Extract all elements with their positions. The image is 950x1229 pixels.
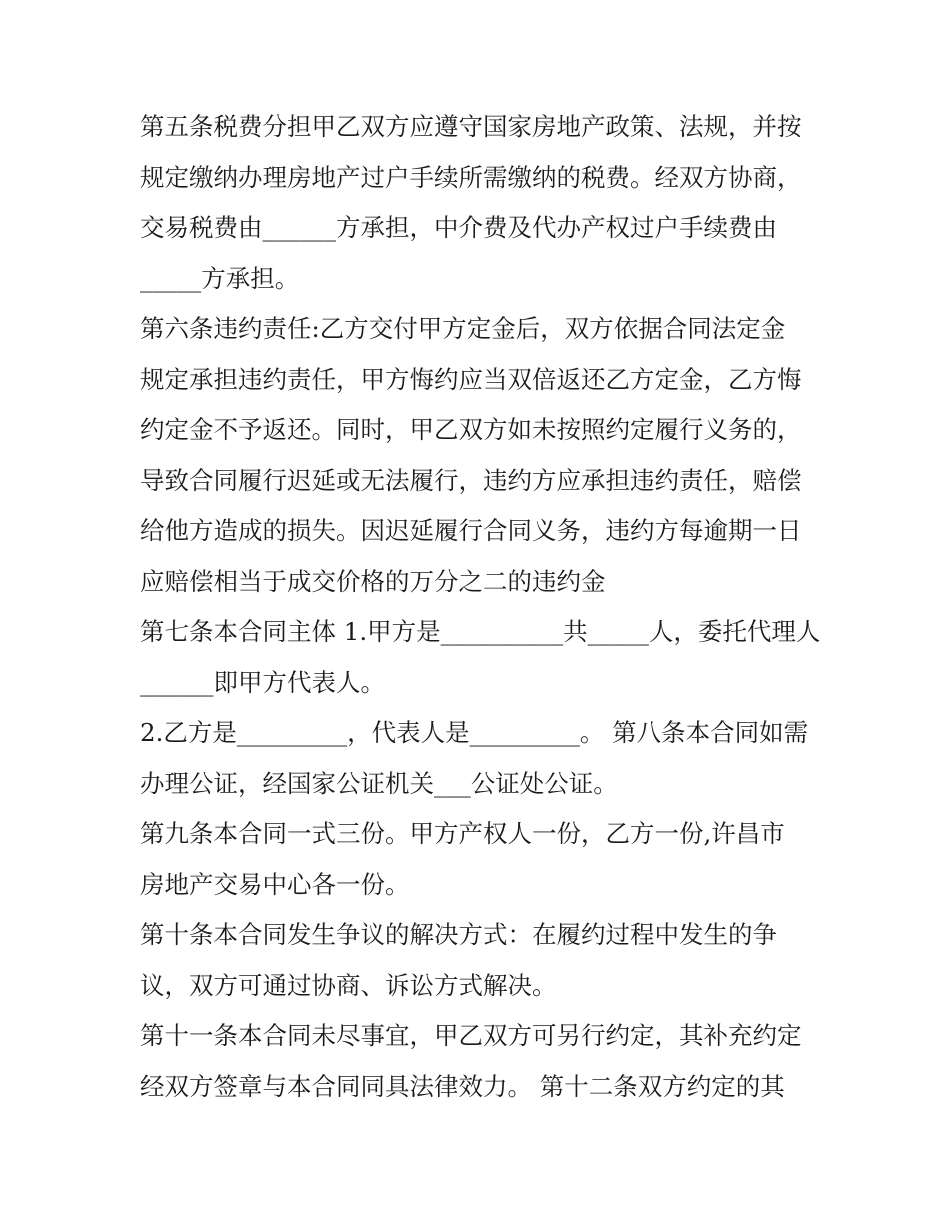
text-line: 第十一条本合同未尽事宜，甲乙双方可另行约定，其补充约定 xyxy=(140,1021,802,1050)
text-line: 规定缴纳办理房地产过户手续所需缴纳的税费。经双方协商， xyxy=(140,162,802,192)
document-body xyxy=(140,102,820,1112)
text-line: 第六条违约责任:乙方交付甲方定金后，双方依据合同法定金 xyxy=(140,314,786,343)
text-line: 办理公证，经国家公证机关___公证处公证。 xyxy=(140,768,618,798)
text-line: 第七条本合同主体 1.甲方是__________共_____人，委托代理人 xyxy=(140,617,820,646)
text-line: _____方承担。 xyxy=(140,263,300,293)
text-line: 交易税费由______方承担，中介费及代办产权过户手续费由 xyxy=(140,213,777,242)
text-line: 规定承担违约责任，甲方悔约应当双倍返还乙方定金，乙方悔 xyxy=(140,364,802,394)
text-line: 应赔偿相当于成交价格的万分之二的违约金 xyxy=(140,566,606,596)
text-line: ______即甲方代表人。 xyxy=(140,667,385,697)
text-line: 2.乙方是_________，代表人是_________。 第八条本合同如需 xyxy=(140,718,809,747)
text-line: 经双方签章与本合同同具法律效力。 第十二条双方约定的其 xyxy=(140,1071,785,1101)
text-line: 约定金不予返还。同时，甲乙双方如未按照约定履行义务的， xyxy=(140,415,802,444)
text-line: 第五条税费分担甲乙双方应遵守国家房地产政策、法规，并按 xyxy=(140,112,802,141)
text-line: 议，双方可通过协商、诉讼方式解决。 xyxy=(140,970,557,1000)
text-line: 第九条本合同一式三份。甲方产权人一份，乙方一份,许昌市 xyxy=(140,819,785,848)
text-line: 房地产交易中心各一份。 xyxy=(140,869,410,899)
text-line: 给他方造成的损失。因迟延履行合同义务，违约方每逾期一日 xyxy=(140,516,802,545)
text-line: 导致合同履行迟延或无法履行，违约方应承担违约责任，赔偿 xyxy=(140,465,802,495)
text-line: 第十条本合同发生争议的解决方式：在履约过程中发生的争 xyxy=(140,920,777,949)
